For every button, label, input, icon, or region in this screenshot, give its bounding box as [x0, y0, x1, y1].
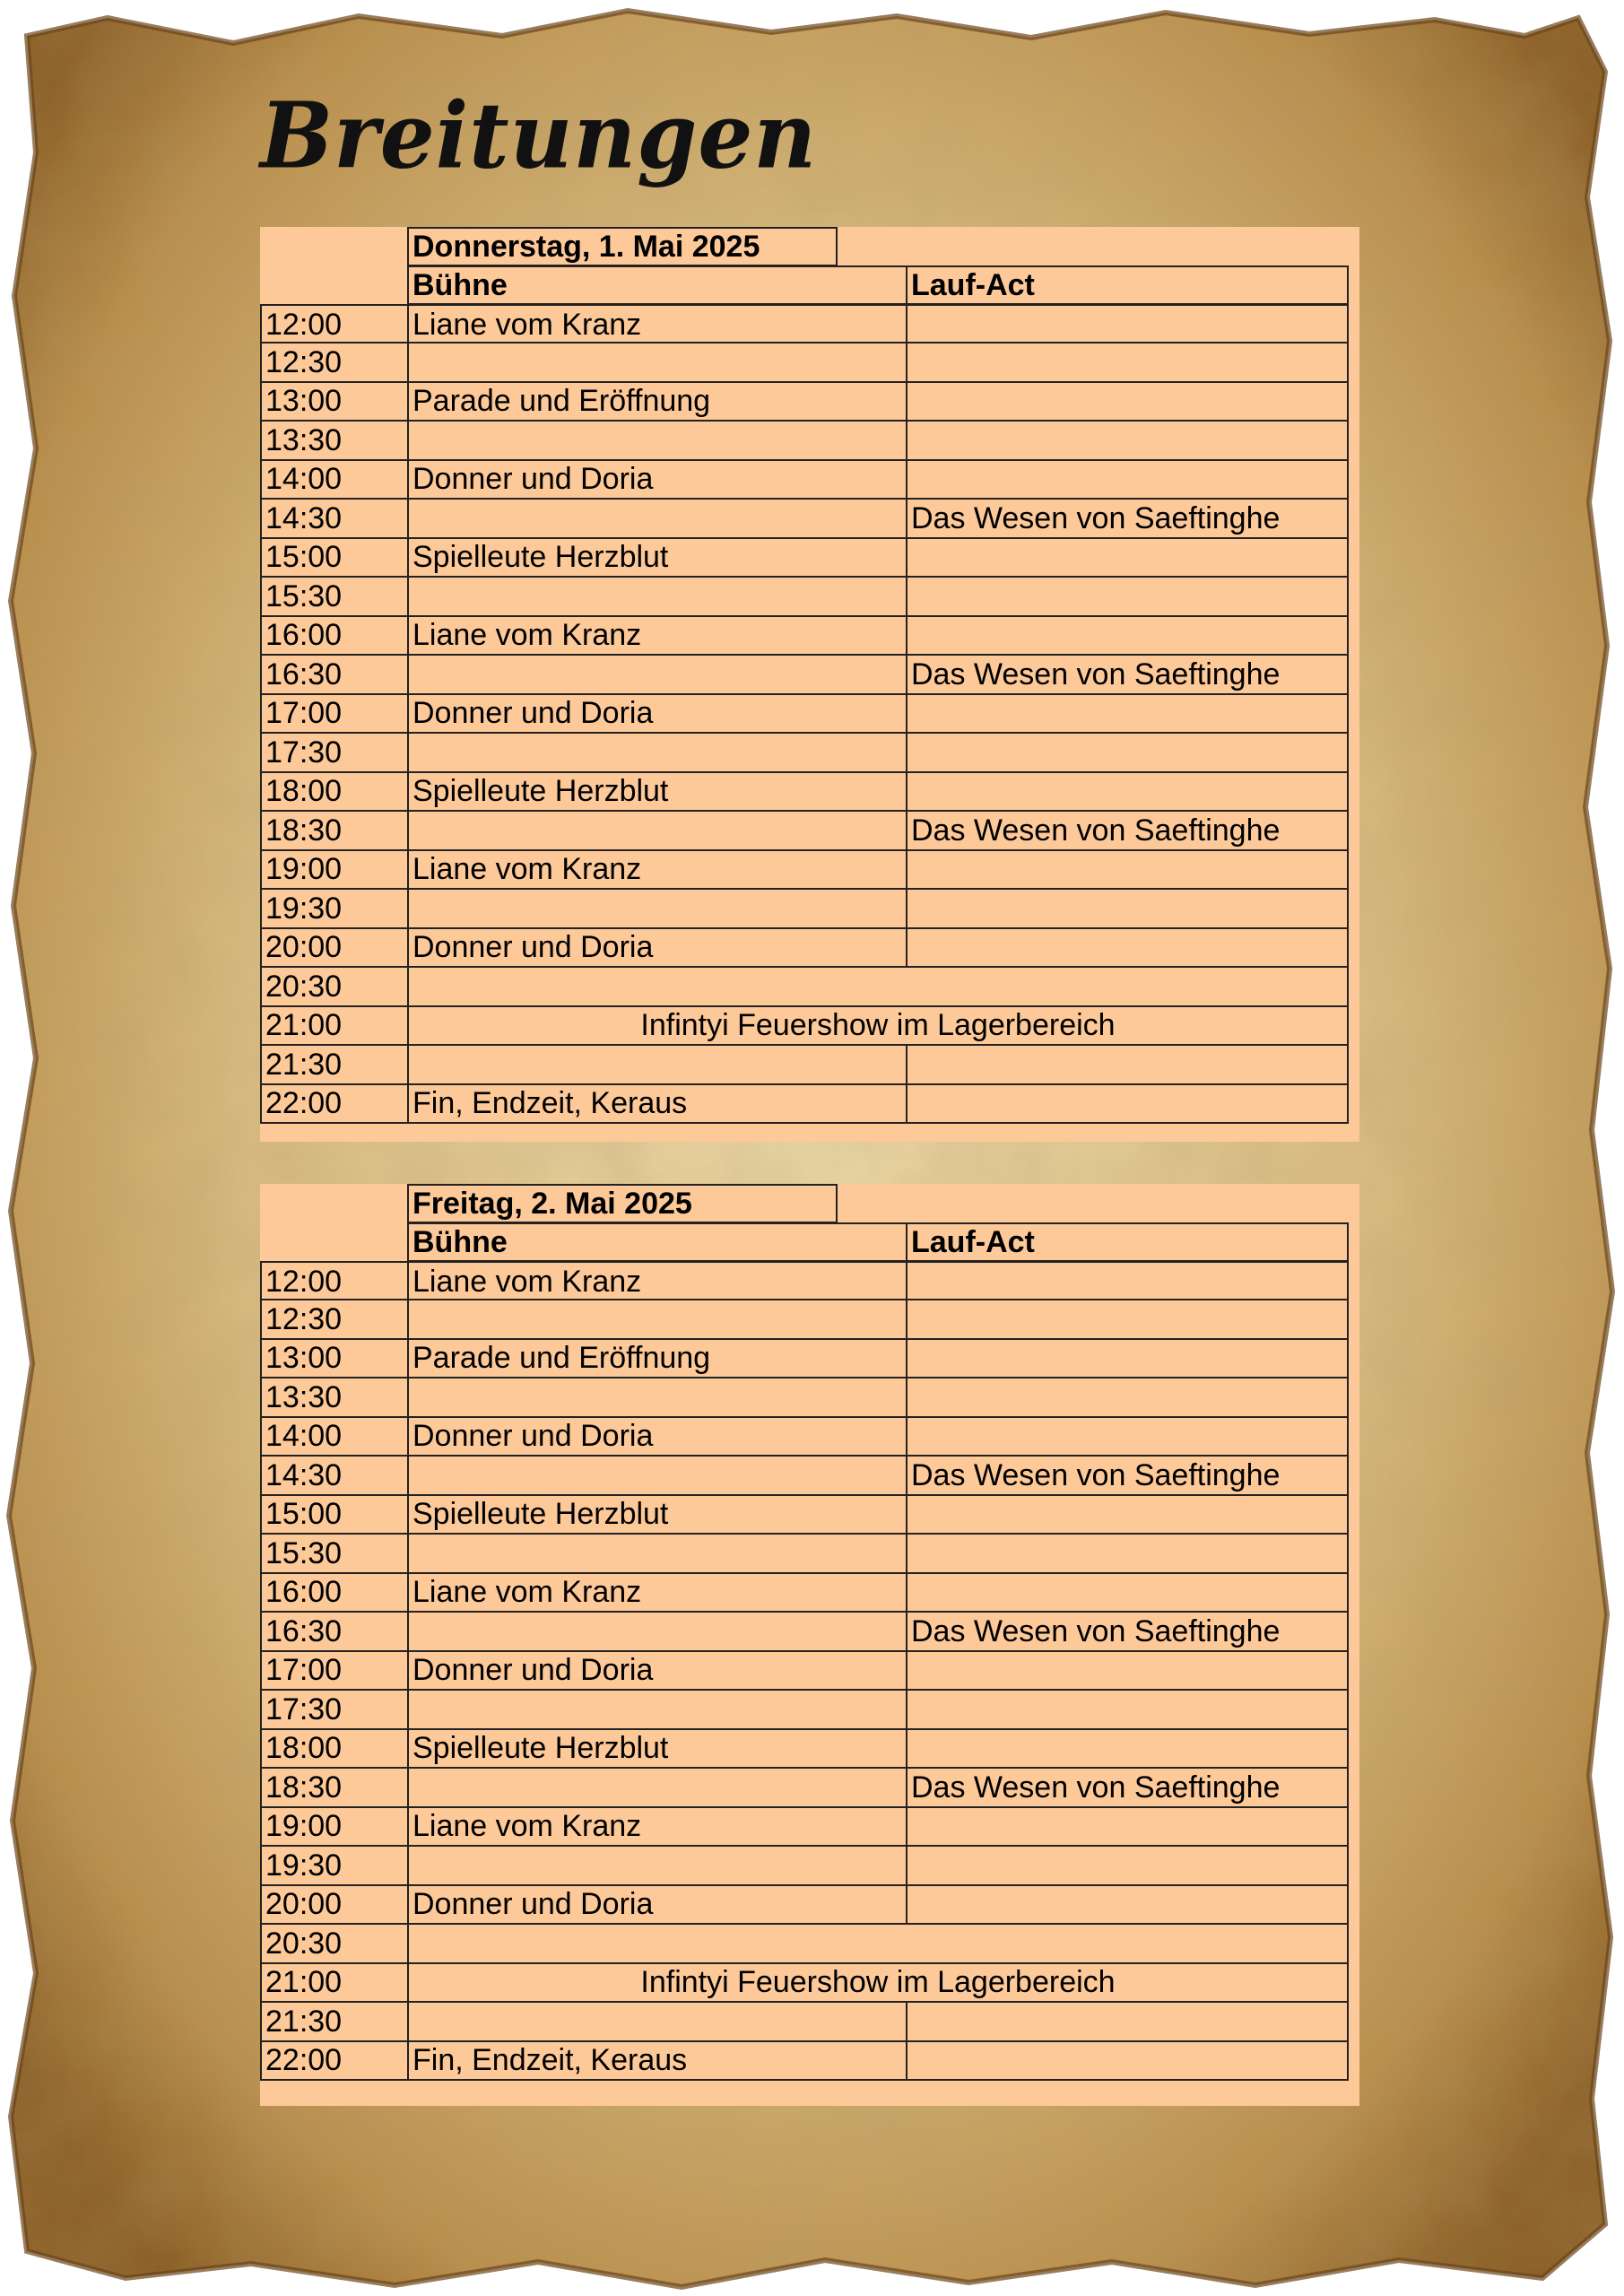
schedule-row	[260, 1613, 1349, 1652]
walk-act-cell	[908, 538, 1347, 576]
time-cell: 16:00	[262, 1573, 409, 1611]
time-cell: 16:00	[262, 616, 409, 654]
walk-act-cell	[908, 422, 1347, 459]
walk-act-cell	[908, 772, 1347, 810]
time-cell: 19:30	[262, 890, 409, 927]
stage-cell	[409, 1300, 908, 1338]
column-header-stage: Bühne	[409, 1224, 908, 1260]
walk-act-cell	[908, 1046, 1347, 1083]
stage-cell	[409, 1378, 908, 1416]
walk-act-cell	[908, 1495, 1347, 1533]
schedule-row	[260, 890, 1349, 929]
stage-cell	[409, 1847, 908, 1884]
walk-act-cell: Das Wesen von Saeftinghe	[911, 1457, 1281, 1492]
walk-act-cell	[908, 1847, 1347, 1884]
walk-act-cell	[908, 734, 1347, 771]
stage-cell: Liane vom Kranz	[409, 1807, 908, 1845]
schedule-row	[260, 2041, 1349, 2081]
schedule-row	[260, 1963, 1349, 2003]
schedule-row	[260, 1417, 1349, 1457]
schedule-row	[260, 928, 1349, 968]
time-cell: 15:00	[262, 1495, 409, 1533]
walk-act-cell	[908, 578, 1347, 615]
walk-act-cell	[908, 2003, 1347, 2040]
time-cell: 15:00	[262, 538, 409, 576]
time-cell: 21:00	[262, 1963, 409, 2001]
stage-cell: Spielleute Herzblut	[409, 1495, 908, 1533]
schedule-row	[260, 1006, 1349, 1046]
walk-act-cell	[908, 1339, 1347, 1377]
column-header-walk-act: Lauf-Act	[911, 1225, 1035, 1259]
stage-cell: Liane vom Kranz	[409, 1573, 908, 1611]
time-cell: 21:00	[262, 1006, 409, 1044]
stage-cell	[409, 812, 908, 849]
schedule-row	[260, 538, 1349, 578]
stage-cell: Parade und Eröffnung	[409, 1339, 908, 1377]
schedule-row	[260, 968, 1349, 1007]
stage-cell: Donner und Doria	[409, 1651, 908, 1689]
walk-act-cell	[908, 1807, 1347, 1845]
time-cell: 17:00	[262, 694, 409, 732]
time-cell: 15:30	[262, 578, 409, 615]
schedule-row	[260, 1457, 1349, 1496]
schedule-row	[260, 382, 1349, 422]
time-cell: 13:30	[262, 1378, 409, 1416]
walk-act-cell: Das Wesen von Saeftinghe	[911, 500, 1281, 535]
schedule-date: Freitag, 2. Mai 2025	[407, 1184, 838, 1223]
schedule-row	[260, 500, 1349, 539]
schedule-date: Donnerstag, 1. Mai 2025	[407, 227, 838, 266]
stage-cell	[409, 2003, 908, 2040]
stage-cell	[409, 1769, 908, 1806]
schedule-row	[260, 1300, 1349, 1340]
stage-cell	[409, 1691, 908, 1728]
time-cell: 20:00	[262, 1885, 409, 1923]
stage-cell	[409, 734, 908, 771]
schedule-row	[260, 304, 1349, 344]
schedule-thursday	[260, 227, 1359, 1142]
stage-cell	[409, 1457, 908, 1494]
column-header-row	[407, 265, 1349, 305]
merged-event-cell	[409, 1925, 1347, 1962]
schedule-row	[260, 1084, 1349, 1124]
stage-cell: Donner und Doria	[409, 1885, 908, 1923]
walk-act-cell	[908, 1084, 1347, 1122]
schedule-row	[260, 422, 1349, 461]
time-cell: 12:00	[262, 306, 409, 342]
schedule-row	[260, 772, 1349, 812]
walk-act-cell: Das Wesen von Saeftinghe	[911, 1613, 1281, 1648]
schedule-row	[260, 1378, 1349, 1418]
stage-cell: Donner und Doria	[409, 694, 908, 732]
walk-act-cell	[908, 1691, 1347, 1728]
time-cell: 13:00	[262, 382, 409, 420]
walk-act-cell	[908, 460, 1347, 498]
walk-act-cell	[908, 344, 1347, 381]
merged-event-cell	[409, 968, 1347, 1005]
schedule-friday	[260, 1184, 1359, 2106]
walk-act-cell: Das Wesen von Saeftinghe	[911, 657, 1281, 691]
merged-event-cell: Infintyi Feuershow im Lagerbereich	[640, 1965, 1116, 1999]
stage-cell	[409, 1046, 908, 1083]
time-cell: 20:30	[262, 1925, 409, 1962]
walk-act-cell	[908, 306, 1347, 342]
schedule-row	[260, 656, 1349, 695]
walk-act-cell	[908, 1535, 1347, 1572]
walk-act-cell	[908, 616, 1347, 654]
time-cell: 22:00	[262, 2041, 409, 2079]
stage-cell	[409, 578, 908, 615]
stage-cell	[409, 890, 908, 927]
schedule-row	[260, 1691, 1349, 1730]
time-cell: 18:00	[262, 1729, 409, 1767]
time-cell: 17:30	[262, 1691, 409, 1728]
schedule-row	[260, 344, 1349, 383]
schedule-row	[260, 460, 1349, 500]
walk-act-cell	[908, 382, 1347, 420]
schedule-row	[260, 1573, 1349, 1613]
column-header-walk-act: Lauf-Act	[911, 268, 1035, 302]
walk-act-cell	[908, 1729, 1347, 1767]
stage-cell: Donner und Doria	[409, 928, 908, 966]
schedule-row	[260, 578, 1349, 617]
walk-act-cell	[908, 1378, 1347, 1416]
schedule-row	[260, 616, 1349, 656]
schedule-row	[260, 734, 1349, 773]
schedule-row	[260, 1925, 1349, 1964]
stage-cell: Spielleute Herzblut	[409, 772, 908, 810]
time-cell: 12:30	[262, 344, 409, 381]
time-cell: 14:30	[262, 1457, 409, 1494]
time-cell: 18:00	[262, 772, 409, 810]
stage-cell: Spielleute Herzblut	[409, 538, 908, 576]
time-cell: 12:30	[262, 1300, 409, 1338]
stage-cell: Liane vom Kranz	[409, 1263, 908, 1299]
walk-act-cell	[908, 890, 1347, 927]
stage-cell: Liane vom Kranz	[409, 306, 908, 342]
stage-cell	[409, 656, 908, 693]
stage-cell: Fin, Endzeit, Keraus	[409, 2041, 908, 2079]
schedule-row	[260, 694, 1349, 734]
time-cell: 21:30	[262, 2003, 409, 2040]
stage-cell	[409, 344, 908, 381]
schedule-row	[260, 1729, 1349, 1769]
time-cell: 19:00	[262, 1807, 409, 1845]
schedule-row	[260, 1651, 1349, 1691]
schedule-row	[260, 1339, 1349, 1378]
time-cell: 15:30	[262, 1535, 409, 1572]
time-cell: 16:30	[262, 656, 409, 693]
walk-act-cell	[908, 928, 1347, 966]
stage-cell	[409, 1535, 908, 1572]
stage-cell	[409, 500, 908, 537]
schedule-row	[260, 1847, 1349, 1886]
time-cell: 17:30	[262, 734, 409, 771]
stage-cell: Spielleute Herzblut	[409, 1729, 908, 1767]
stage-cell: Fin, Endzeit, Keraus	[409, 1084, 908, 1122]
walk-act-cell	[908, 1885, 1347, 1923]
time-cell: 19:00	[262, 850, 409, 888]
time-cell: 21:30	[262, 1046, 409, 1083]
walk-act-cell	[908, 2041, 1347, 2079]
time-cell: 14:00	[262, 1417, 409, 1455]
schedule-row	[260, 850, 1349, 890]
stage-cell: Donner und Doria	[409, 1417, 908, 1455]
page-title: Breitungen	[260, 83, 818, 189]
schedule-row	[260, 1769, 1349, 1808]
schedule-row	[260, 1807, 1349, 1847]
merged-event-cell: Infintyi Feuershow im Lagerbereich	[640, 1008, 1116, 1042]
stage-cell: Donner und Doria	[409, 460, 908, 498]
time-cell: 14:30	[262, 500, 409, 537]
stage-cell	[409, 422, 908, 459]
schedule-row	[260, 1046, 1349, 1085]
stage-cell: Liane vom Kranz	[409, 616, 908, 654]
time-cell: 20:00	[262, 928, 409, 966]
time-cell: 19:30	[262, 1847, 409, 1884]
walk-act-cell	[908, 1263, 1347, 1299]
walk-act-cell	[908, 1651, 1347, 1689]
schedule-row	[260, 1495, 1349, 1535]
stage-cell	[409, 1613, 908, 1650]
stage-cell: Parade und Eröffnung	[409, 382, 908, 420]
schedule-row	[260, 1885, 1349, 1925]
time-cell: 20:30	[262, 968, 409, 1005]
walk-act-cell	[908, 1300, 1347, 1338]
walk-act-cell	[908, 1417, 1347, 1455]
walk-act-cell	[908, 850, 1347, 888]
walk-act-cell: Das Wesen von Saeftinghe	[911, 1770, 1281, 1805]
walk-act-cell: Das Wesen von Saeftinghe	[911, 813, 1281, 848]
schedule-row	[260, 1261, 1349, 1300]
time-cell: 17:00	[262, 1651, 409, 1689]
time-cell: 16:30	[262, 1613, 409, 1650]
column-header-row	[407, 1222, 1349, 1262]
schedule-row	[260, 812, 1349, 851]
time-cell: 13:00	[262, 1339, 409, 1377]
walk-act-cell	[908, 1573, 1347, 1611]
walk-act-cell	[908, 694, 1347, 732]
time-cell: 14:00	[262, 460, 409, 498]
schedule-row	[260, 1535, 1349, 1574]
schedule-row	[260, 2003, 1349, 2042]
time-cell: 22:00	[262, 1084, 409, 1122]
time-cell: 18:30	[262, 1769, 409, 1806]
time-cell: 13:30	[262, 422, 409, 459]
time-cell: 18:30	[262, 812, 409, 849]
stage-cell: Liane vom Kranz	[409, 850, 908, 888]
column-header-stage: Bühne	[409, 267, 908, 303]
time-cell: 12:00	[262, 1263, 409, 1299]
